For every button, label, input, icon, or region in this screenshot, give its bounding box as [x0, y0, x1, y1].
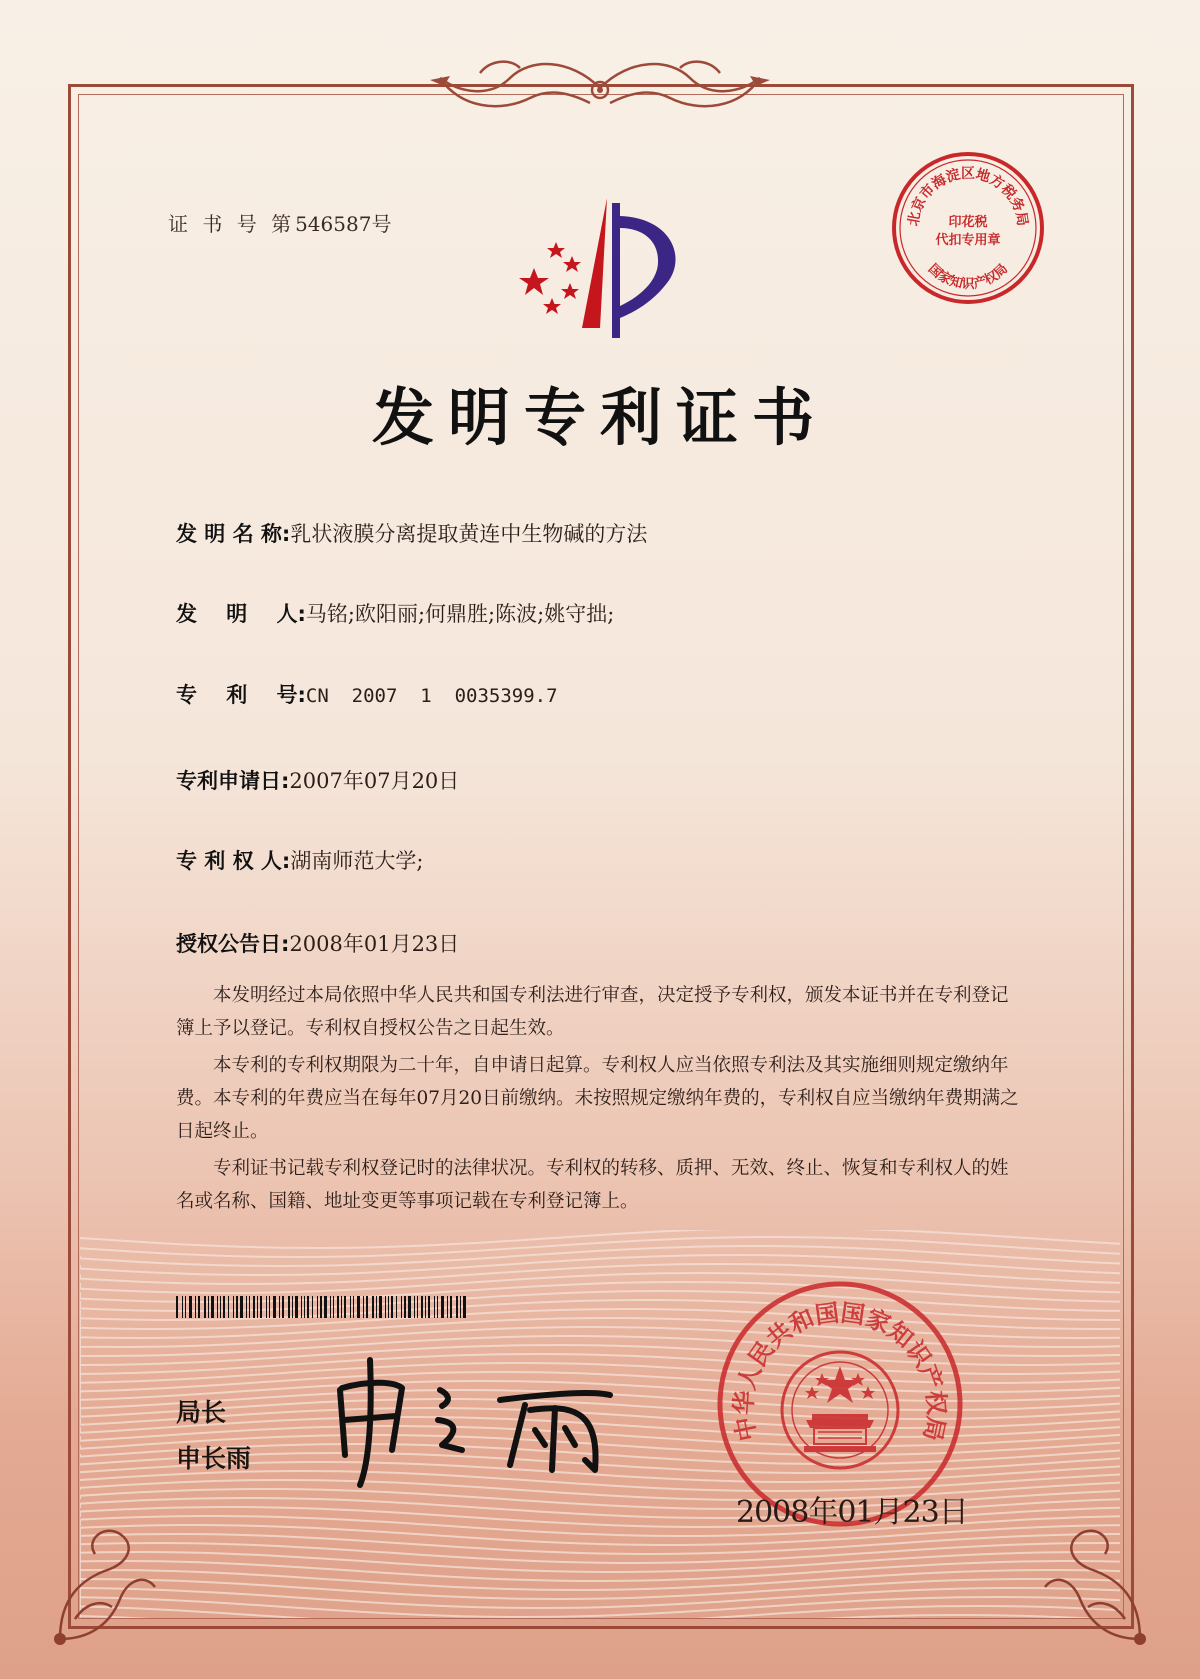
field-value: 2008年01月23日: [289, 932, 460, 956]
field-label: 发 明 人:: [176, 602, 306, 626]
seal-date: 2008年01月23日: [736, 1495, 968, 1530]
field-label: 授权公告日:: [176, 932, 290, 956]
field-value: 2007年07月20日: [289, 769, 460, 793]
certificate-title: 发明专利证书: [371, 381, 828, 454]
body-paragraph: 本专利的专利权期限为二十年，自申请日起算。专利权人应当依照专利法及其实施细则规定缴纳年费。本专利的年费应当在每年07月20日前缴纳。未按照规定缴纳年费的，专利权自应当缴纳年费期满之日起终止。: [176, 1055, 1019, 1142]
director-name: 申长雨: [176, 1444, 252, 1473]
field-filing-date: [176, 765, 459, 795]
body-paragraph: 本发明经过本局依照中华人民共和国专利法进行审查，决定授予专利权，颁发本证书并在专利登记簿上予以登记。专利权自授权公告之日起生效。: [176, 985, 1009, 1039]
tax-stamp-seal: [888, 148, 1048, 308]
tax-seal-center-line1: 印花税: [948, 215, 988, 230]
certificate-number-suffix: 号: [371, 212, 396, 236]
field-label: 专 利 号:: [176, 683, 306, 707]
corner-ornament-icon: [40, 1499, 170, 1649]
field-grant-date: [176, 928, 459, 958]
body-paragraph: 专利证书记载专利权登记时的法律状况。专利权的转移、质押、无效、终止、恢复和专利权人的姓名或名称、国籍、地址变更等事项记载在专利登记簿上。: [176, 1158, 1009, 1212]
field-inventors: [176, 598, 614, 628]
field-value: 乳状液膜分离提取黄连中生物碱的方法: [290, 522, 648, 546]
field-label: 专利申请日:: [176, 769, 290, 793]
certificate-number-value: 546587: [295, 212, 372, 236]
tax-seal-ring-text: 北京市海淀区地方税务局: [905, 166, 1031, 228]
field-value: 马铭;欧阳丽;何鼎胜;陈波;姚守拙;: [305, 602, 615, 626]
field-value: 湖南师范大学;: [290, 849, 424, 873]
field-patentee: [176, 845, 423, 875]
director-title: 局长: [176, 1398, 227, 1427]
svg-text:国家知识产权局: [925, 261, 1011, 292]
tax-seal-center-line2: 代扣专用章: [935, 233, 1001, 248]
national-emblem-icon: [782, 1352, 898, 1468]
patent-office-logo-icon: [512, 198, 692, 343]
field-invention-name: [176, 518, 647, 548]
field-label: 专 利 权 人:: [176, 849, 291, 873]
corner-ornament-icon: [1030, 1499, 1160, 1649]
barcode: [176, 1296, 472, 1318]
field-value: CN 2007 1 0035399.7: [305, 685, 558, 707]
top-ornament-icon: [420, 48, 780, 118]
field-label: 发 明 名 称:: [176, 522, 291, 546]
certificate-number-label: 证 书 号 第: [168, 212, 296, 236]
handwritten-signature: [330, 1350, 630, 1490]
field-patent-number: [176, 679, 558, 709]
gov-seal-ring-text: 中华人民共和国国家知识产权局: [729, 1298, 951, 1444]
certificate-number: [168, 208, 395, 237]
tax-seal-bottom-text: 国家知识产权局: [924, 261, 1012, 292]
